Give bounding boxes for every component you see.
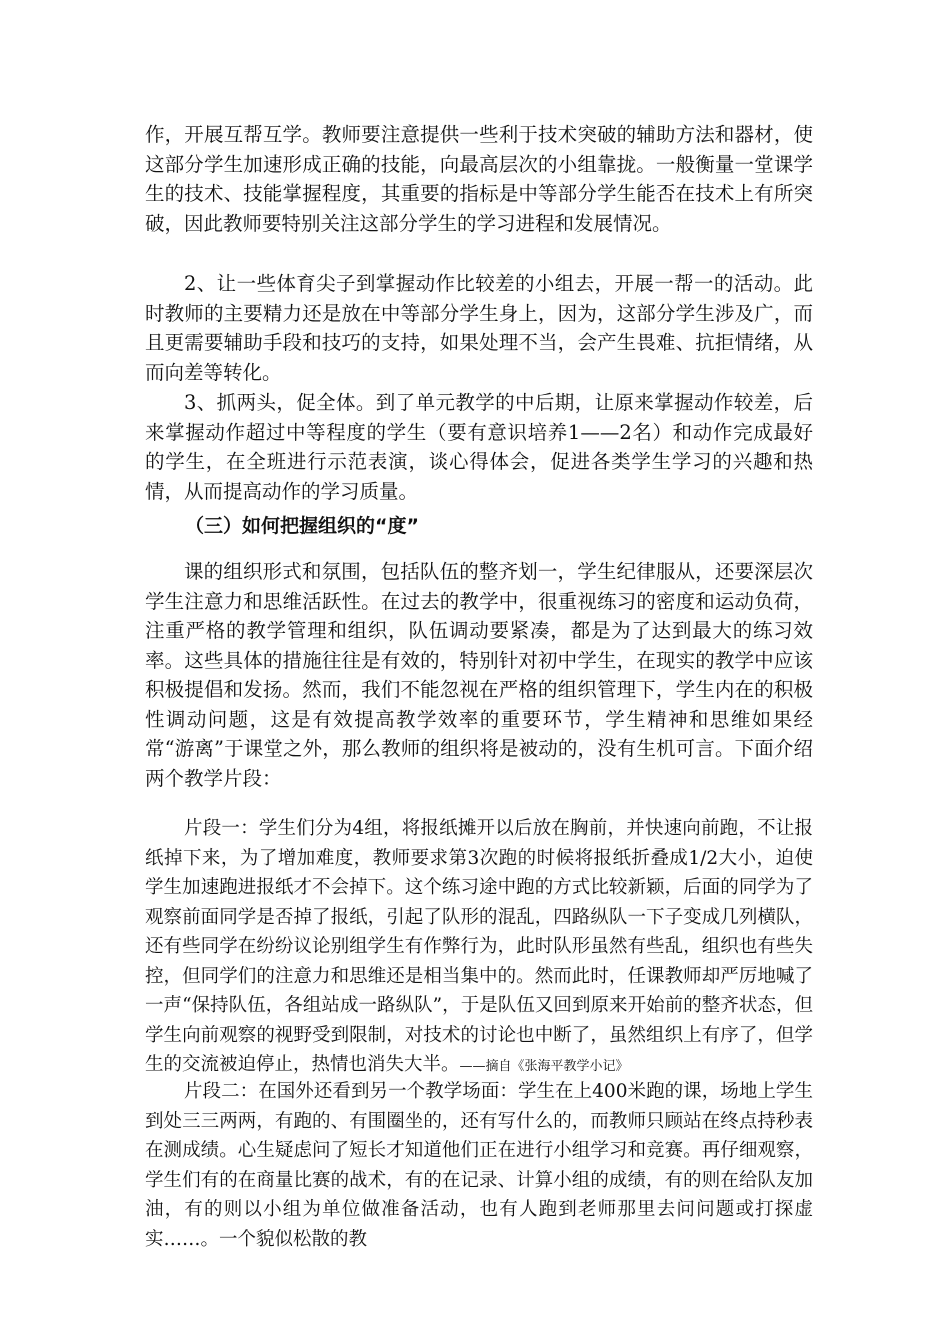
paragraph-item-3: 3、抓两头，促全体。到了单元教学的中后期，让原来掌握动作较差，后来掌握动作超过中等程度的学生（要有意识培养1——2名）和动作完成最好的学生，在全班进行示范表演，谈心得体会，促进各类学生学习的兴趣和热情，从而提高动作的学习质量。 xyxy=(145,391,813,503)
paragraph-organization: 课的组织形式和氛围，包括队伍的整齐划一，学生纪律服从，还要深层次学生注意力和思维活跃性。在过去的教学中，很重视练习的密度和运动负荷，注重严格的教学管理和组织，队伍调动要紧凑，都是为了达到最大的练习效率。这些具体的措施往往是有效的，特别针对初中学生，在现实的教学中应该积极提倡和发扬。然而，我们不能忽视在严格的组织管理下，学生内在的积极性调动问题，这是有效提高教学效率的重要环节，学生精神和思维如果经常“游离”于课堂之外，那么教师的组织将是被动的，没有生机可言。下面介绍两个教学片段： xyxy=(145,560,813,790)
paragraph-fragment-two: 片段二：在国外还看到另一个教学场面：学生在上400米跑的课，场地上学生到处三三两两，有跑的、有围圈坐的，还有写什么的，而教师只顾站在终点持秒表在测成绩。心生疑虑问了短长才知道他们正在进行小组学习和竞赛。再仔细观察，学生们有的在商量比赛的战术，有的在记录、计算小组的成绩，有的则在给队友加油，有的则以小组为单位做准备活动，也有人跑到老师那里去问问题或打探虚实……。一个貌似松散的教 xyxy=(145,1081,813,1250)
fragment-one-text: 片段一：学生们分为4组，将报纸摊开以后放在胸前，并快速向前跑，不让报纸掉下来，为了增加难度，教师要求第3次跑的时候将报纸折叠成1/2大小，迫使学生加速跑进报纸才不会掉下。这个练习途中跑的方式比较新颖，后面的同学为了观察前面同学是否掉了报纸，引起了队形的混乱，四路纵队一下子变成几列横队，还有些同学在纷纷议论别组学生有作弊行为，此时队形虽然有些乱，组织也有些失控，但同学们的注意力和思维还是相当集中的。然而此时，任课教师却严厉地喊了一声“保持队伍，各组站成一路纵队”，于是队伍又回到原来开始前的整齐状态，但学生向前观察的视野受到限制，对技术的讨论也中断了，虽然组织上有序了，但学生的交流被迫停止，热情也消失大半。 xyxy=(145,818,813,1075)
paragraph-continuation: 作，开展互帮互学。教师要注意提供一些利于技术突破的辅助方法和器材，使这部分学生加速形成正确的技能，向最高层次的小组靠拢。一般衡量一堂课学生的技术、技能掌握程度，其重要的指标是中等部分学生能否在技术上有所突破，因此教师要特别关注这部分学生的学习进程和发展情况。 xyxy=(145,123,813,235)
citation-text: ——摘自《张海平教学小记》 xyxy=(459,1059,629,1074)
paragraph-fragment-one xyxy=(145,814,813,1082)
section-heading: （三）如何把握组织的“度” xyxy=(185,515,419,537)
paragraph-item-2: 2、让一些体育尖子到掌握动作比较差的小组去，开展一帮一的活动。此时教师的主要精力还是放在中等部分学生身上，因为，这部分学生涉及广，而且更需要辅助手段和技巧的支持，如果处理不当，会产生畏难、抗拒情绪，从而向差等转化。 xyxy=(145,272,813,384)
